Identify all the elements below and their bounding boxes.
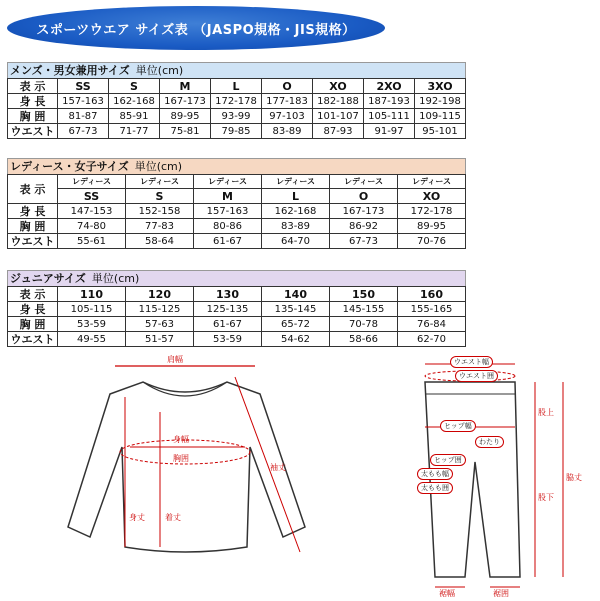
table-cell: 61-67 [194, 234, 262, 249]
table-cell: 70-78 [330, 317, 398, 332]
mens-section-header [7, 62, 466, 78]
table-cell: 53-59 [194, 332, 262, 347]
table-cell: M [160, 79, 211, 94]
table-cell: 75-81 [160, 124, 211, 139]
table-row [8, 94, 466, 109]
junior-section-header [7, 270, 466, 286]
table-cell: 93-99 [211, 109, 262, 124]
table-cell: L [262, 189, 330, 204]
table-cell: 192-198 [415, 94, 466, 109]
table-cell: 71-77 [109, 124, 160, 139]
table-cell: M [194, 189, 262, 204]
mens-size-table [7, 78, 466, 139]
table-cell: 167-173 [330, 204, 398, 219]
table-cell: 125-135 [194, 302, 262, 317]
table-cell: XO [313, 79, 364, 94]
table-cell: 67-73 [58, 124, 109, 139]
body-length-label: 身丈 [129, 513, 145, 522]
table-cell: O [330, 189, 398, 204]
table-row [8, 287, 466, 302]
table-cell: 155-165 [398, 302, 466, 317]
table-cell: 58-64 [126, 234, 194, 249]
table-cell: 172-178 [398, 204, 466, 219]
row-label: ウエスト [8, 124, 58, 139]
table-cell: 140 [262, 287, 330, 302]
table-cell: レディース [398, 175, 466, 189]
row-label: 表 示 [8, 175, 58, 204]
table-cell: 187-193 [364, 94, 415, 109]
inseam-label: 股下 [538, 493, 554, 502]
table-cell: SS [58, 189, 126, 204]
table-cell: 83-89 [262, 219, 330, 234]
table-cell: SS [58, 79, 109, 94]
ladies-title: レディース・女子サイズ [10, 160, 129, 173]
table-cell: レディース [330, 175, 398, 189]
table-cell: 74-80 [58, 219, 126, 234]
table-cell: 147-153 [58, 204, 126, 219]
title-banner [7, 6, 385, 50]
table-cell: S [126, 189, 194, 204]
mens-size-section [7, 62, 466, 139]
waist-label: ウエスト囲 [455, 370, 498, 382]
table-cell: 167-173 [160, 94, 211, 109]
table-cell: 97-103 [262, 109, 313, 124]
table-cell: 120 [126, 287, 194, 302]
garment-length-label: 着丈 [165, 513, 181, 522]
table-cell: 58-66 [330, 332, 398, 347]
ladies-unit: 単位(cm) [134, 160, 183, 173]
row-label: 表 示 [8, 287, 58, 302]
table-cell: 110 [58, 287, 126, 302]
table-row [8, 175, 466, 189]
table-cell: 105-115 [58, 302, 126, 317]
thigh-width-label: 太もも幅 [417, 468, 453, 480]
table-cell: 101-107 [313, 109, 364, 124]
table-cell: 91-97 [364, 124, 415, 139]
table-cell: 87-93 [313, 124, 364, 139]
table-row [8, 219, 466, 234]
table-cell: O [262, 79, 313, 94]
table-cell: 51-57 [126, 332, 194, 347]
table-cell: 77-83 [126, 219, 194, 234]
chest-label: 胸囲 [173, 454, 189, 463]
table-cell: 49-55 [58, 332, 126, 347]
row-label: 身 長 [8, 302, 58, 317]
table-cell: 105-111 [364, 109, 415, 124]
table-cell: 160 [398, 287, 466, 302]
table-cell: 85-91 [109, 109, 160, 124]
table-cell: 89-95 [160, 109, 211, 124]
table-cell: 177-183 [262, 94, 313, 109]
ladies-size-section [7, 158, 466, 249]
mens-title: メンズ・男女兼用サイズ [10, 64, 130, 77]
hem-label: 裾囲 [493, 589, 509, 598]
row-label: 胸 囲 [8, 317, 58, 332]
table-cell: 95-101 [415, 124, 466, 139]
rise-label: 股上 [538, 408, 554, 417]
junior-unit: 単位(cm) [91, 272, 140, 285]
table-cell: S [109, 79, 160, 94]
shoulder-width-label: 肩幅 [167, 355, 183, 364]
table-cell: 145-155 [330, 302, 398, 317]
table-cell: 76-84 [398, 317, 466, 332]
table-cell: レディース [58, 175, 126, 189]
table-cell: 80-86 [194, 219, 262, 234]
table-cell: 53-59 [58, 317, 126, 332]
table-cell: レディース [126, 175, 194, 189]
row-label: 身 長 [8, 204, 58, 219]
shirt-diagram [55, 352, 315, 582]
body-width-label: 身幅 [173, 435, 189, 444]
junior-size-table [7, 286, 466, 347]
table-cell: 70-76 [398, 234, 466, 249]
table-cell: レディース [194, 175, 262, 189]
sleeve-length-label: 袖丈 [270, 463, 286, 472]
thigh-label: 太もも囲 [417, 482, 453, 494]
table-row [8, 332, 466, 347]
table-cell: 182-188 [313, 94, 364, 109]
table-cell: 109-115 [415, 109, 466, 124]
hip-width-label: ヒップ幅 [440, 420, 476, 432]
hip-label: ヒップ囲 [430, 454, 466, 466]
table-cell: 135-145 [262, 302, 330, 317]
table-cell: 54-62 [262, 332, 330, 347]
table-cell: L [211, 79, 262, 94]
table-cell: 172-178 [211, 94, 262, 109]
table-cell: 67-73 [330, 234, 398, 249]
title-text: スポーツウエア サイズ表 （JASPO規格・JIS規格） [36, 22, 356, 38]
row-label: ウエスト [8, 332, 58, 347]
table-cell: 57-63 [126, 317, 194, 332]
row-label: 胸 囲 [8, 219, 58, 234]
table-row [8, 189, 466, 204]
table-row [8, 302, 466, 317]
ladies-size-table [7, 174, 466, 249]
row-label: 胸 囲 [8, 109, 58, 124]
row-label: 身 長 [8, 94, 58, 109]
junior-size-section [7, 270, 466, 347]
table-cell: レディース [262, 175, 330, 189]
table-row [8, 234, 466, 249]
table-cell: 3XO [415, 79, 466, 94]
table-cell: 157-163 [58, 94, 109, 109]
table-cell: 162-168 [109, 94, 160, 109]
waist-width-label: ウエスト幅 [450, 356, 493, 368]
table-cell: 55-61 [58, 234, 126, 249]
watari-label: わたり [475, 436, 504, 448]
table-row [8, 204, 466, 219]
outseam-label: 脇丈 [566, 473, 582, 482]
table-cell: 65-72 [262, 317, 330, 332]
table-cell: 61-67 [194, 317, 262, 332]
mens-unit: 単位(cm) [135, 64, 184, 77]
row-label: 表 示 [8, 79, 58, 94]
table-cell: 150 [330, 287, 398, 302]
table-row [8, 79, 466, 94]
ladies-section-header [7, 158, 466, 174]
table-cell: 81-87 [58, 109, 109, 124]
table-cell: 152-158 [126, 204, 194, 219]
table-row [8, 109, 466, 124]
hem-width-label: 裾幅 [439, 589, 455, 598]
table-cell: 2XO [364, 79, 415, 94]
table-cell: 62-70 [398, 332, 466, 347]
table-cell: 162-168 [262, 204, 330, 219]
table-row [8, 317, 466, 332]
table-cell: 115-125 [126, 302, 194, 317]
table-cell: 130 [194, 287, 262, 302]
table-cell: 83-89 [262, 124, 313, 139]
table-cell: 64-70 [262, 234, 330, 249]
table-cell: 89-95 [398, 219, 466, 234]
table-cell: 86-92 [330, 219, 398, 234]
table-cell: XO [398, 189, 466, 204]
table-row [8, 124, 466, 139]
junior-title: ジュニアサイズ [10, 272, 86, 285]
table-cell: 79-85 [211, 124, 262, 139]
pants-diagram [395, 352, 595, 597]
table-cell: 157-163 [194, 204, 262, 219]
row-label: ウエスト [8, 234, 58, 249]
